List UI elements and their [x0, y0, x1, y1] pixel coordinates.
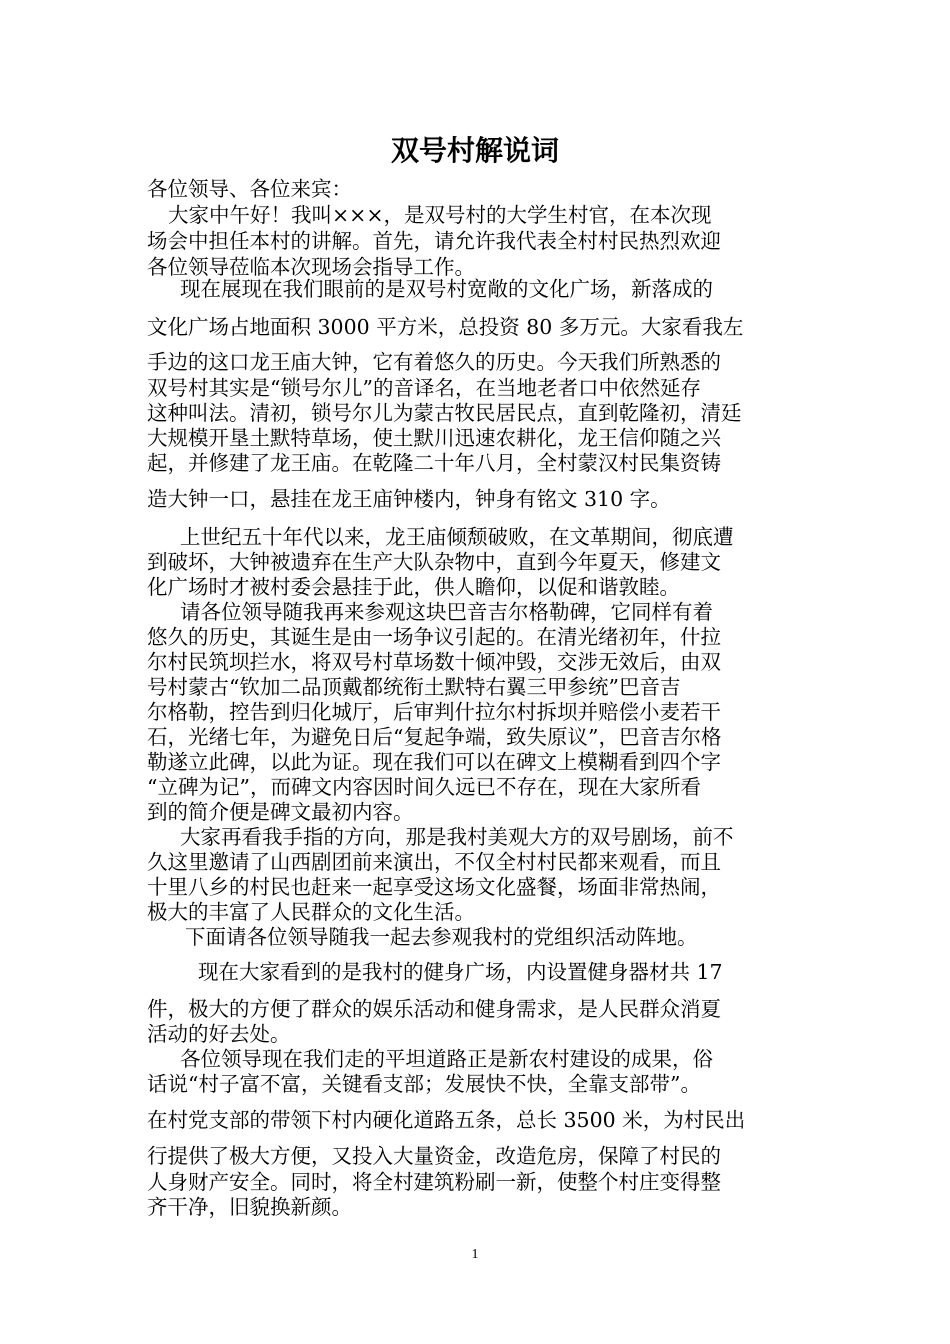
text-line: 在村党支部的带领下村内硬化道路五条，总长 3500 米，为村民出 — [147, 1108, 746, 1132]
text-line: 齐干净，旧貌换新颜。 — [147, 1195, 352, 1219]
text-line: 尔格勒，控告到归化城厅，后审判什拉尔村拆坝并赔偿小麦若干 — [147, 700, 721, 724]
text-line: 大规模开垦土默特草场，使土默川迅速农耕化，龙王信仰随之兴 — [147, 426, 721, 450]
text-line: 极大的丰富了人民群众的文化生活。 — [147, 900, 475, 924]
text-line: 号村蒙古“钦加二品顶戴都统衔土默特右翼三甲参统”巴音吉 — [147, 675, 681, 699]
text-line: 活动的好去处。 — [147, 1022, 291, 1046]
text-line: 话说“村子富不富，关键看支部；发展快不快，全靠支部带”。 — [147, 1072, 701, 1096]
text-line: 下面请各位领导随我一起去参观我村的党组织活动阵地。 — [185, 925, 698, 949]
text-line: 十里八乡的村民也赶来一起享受这场文化盛餐，场面非常热闹， — [147, 875, 721, 899]
text-line: 现在大家看到的是我村的健身广场，内设置健身器材共 17 — [198, 960, 723, 984]
text-line: 大家再看我手指的方向，那是我村美观大方的双号剧场，前不 — [180, 825, 734, 849]
text-line: 双号村其实是“锁号尔儿”的音译名，在当地老者口中依然延存 — [147, 376, 701, 400]
text-line: 人身财产安全。同时，将全村建筑粉刷一新，使整个村庄变得整 — [147, 1170, 721, 1194]
text-line: “立碑为记”，而碑文内容因时间久远已不存在，现在大家所看 — [147, 775, 701, 799]
text-line: 到破坏，大钟被遗弃在生产大队杂物中，直到今年夏天，修建文 — [147, 550, 721, 574]
text-line: 各位领导莅临本次现场会指导工作。 — [147, 255, 475, 279]
text-line: 请各位领导随我再来参观这块巴音吉尔格勒碑，它同样有着 — [180, 600, 713, 624]
text-line: 文化广场占地面积 3000 平方米，总投资 80 多万元。大家看我左 — [147, 315, 744, 339]
text-line: 化广场时才被村委会悬挂于此，供人瞻仰，以促和谐敦睦。 — [147, 575, 680, 599]
text-line: 各位领导现在我们走的平坦道路正是新农村建设的成果，俗 — [180, 1047, 713, 1071]
text-line: 场会中担任本村的讲解。首先，请允许我代表全村村民热烈欢迎 — [147, 229, 721, 253]
text-line: 这种叫法。清初，锁号尔儿为蒙古牧民居民点，直到乾隆初，清廷 — [147, 401, 742, 425]
text-line: 件，极大的方便了群众的娱乐活动和健身需求，是人民群众消夏 — [147, 997, 721, 1021]
text-line: 现在展现在我们眼前的是双号村宽敞的文化广场，新落成的 — [180, 277, 713, 301]
text-line: 起，并修建了龙王庙。在乾隆二十年八月，全村蒙汉村民集资铸 — [147, 451, 721, 475]
text-line: 手边的这口龙王庙大钟，它有着悠久的历史。今天我们所熟悉的 — [147, 350, 721, 374]
text-line: 悠久的历史，其诞生是由一场争议引起的。在清光绪初年，什拉 — [147, 625, 721, 649]
text-line: 勒遂立此碑，以此为证。现在我们可以在碑文上模糊看到四个字 — [147, 750, 721, 774]
text-line: 上世纪五十年代以来，龙王庙倾颓破败，在文革期间，彻底遭 — [180, 525, 734, 549]
text-line: 石，光绪七年，为避免日后“复起争端，致失原议”，巴音吉尔格 — [147, 725, 722, 749]
text-line: 造大钟一口，悬挂在龙王庙钟楼内，钟身有铭文 310 字。 — [147, 487, 671, 511]
text-line: 大家中午好！我叫×××，是双号村的大学生村官，在本次现 — [168, 203, 712, 227]
text-line: 久这里邀请了山西剧团前来演出，不仅全村村民都来观看，而且 — [147, 850, 721, 874]
text-line: 尔村民筑坝拦水，将双号村草场数十倾冲毁，交涉无效后，由双 — [147, 650, 721, 674]
text-line: 行提供了极大方便，又投入大量资金，改造危房，保障了村民的 — [147, 1144, 721, 1168]
text-line: 各位领导、各位来宾： — [147, 177, 352, 201]
page-number: 1 — [471, 1247, 479, 1262]
document-title: 双号村解说词 — [390, 134, 559, 167]
text-line: 到的简介便是碑文最初内容。 — [147, 800, 414, 824]
